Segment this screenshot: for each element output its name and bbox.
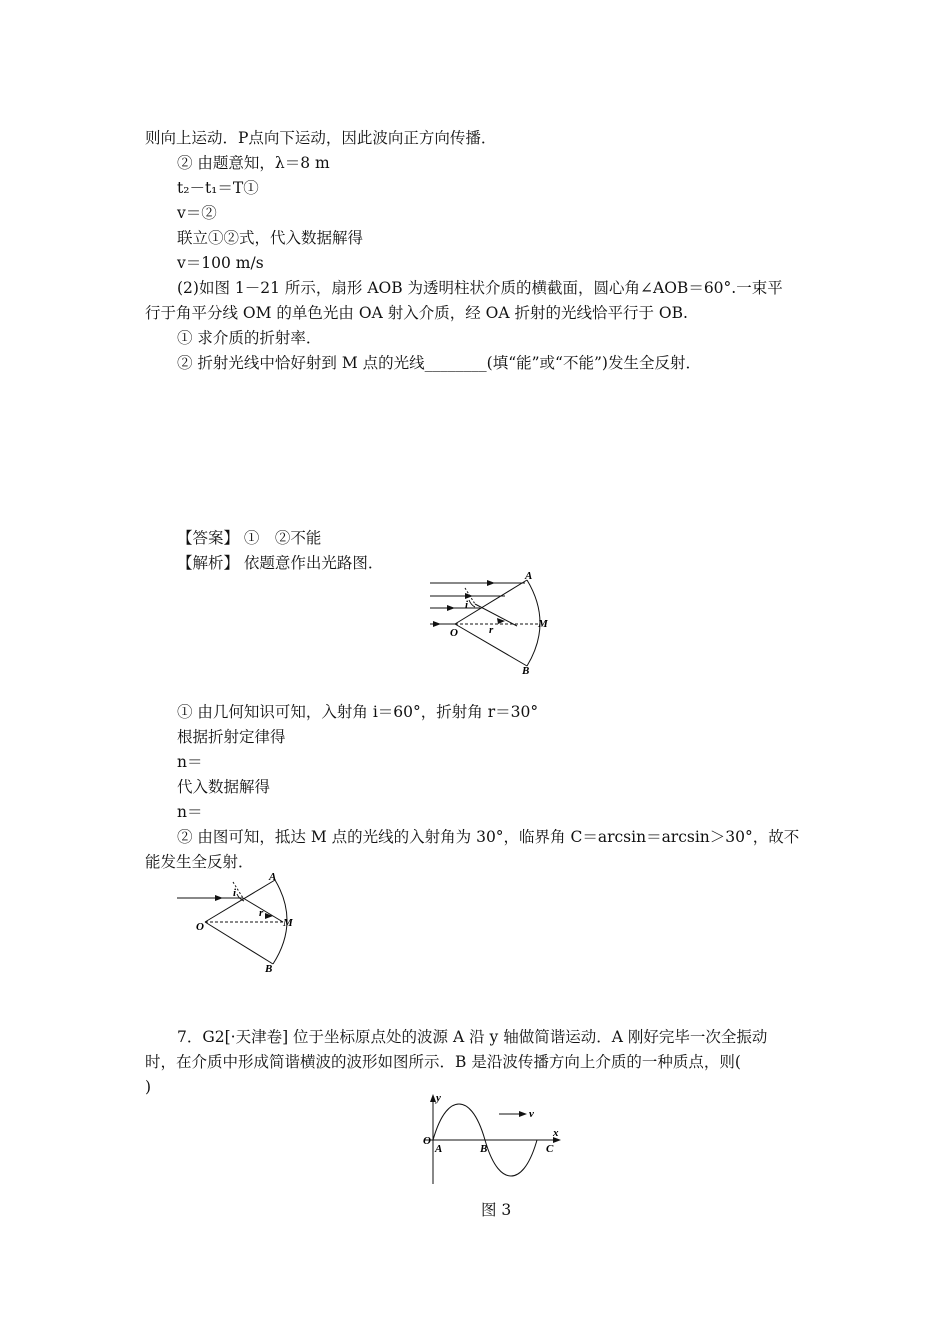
- text-line: ② 由图可知，抵达 M 点的光线的入射角为 30°，临界角 C＝arcsin＝arcsin＞30°，故不: [177, 828, 800, 846]
- text-line: ① 求介质的折射率．: [177, 329, 322, 347]
- text-line: 代入数据解得: [177, 778, 271, 796]
- label-a: A: [269, 871, 277, 883]
- question-line: 7．G2[·天津卷] 位于坐标原点处的波源 A 沿 y 轴做简谐运动．A 刚好完毕一次全振动: [177, 1028, 768, 1046]
- label-i: i: [465, 599, 469, 611]
- figure-caption: 图 3: [481, 1201, 512, 1219]
- analysis-line: 【解析】 依题意作出光路图．: [177, 554, 384, 572]
- text-line: 则向上运动．P点向下运动，因此波向正方向传播．: [145, 129, 497, 147]
- answer-line: 【答案】 ① ②不能: [177, 529, 322, 547]
- label-x: x: [553, 1127, 559, 1139]
- light-path-figure-2: [175, 870, 305, 976]
- text-line: 联立①②式，代入数据解得: [177, 229, 364, 247]
- text-line: n＝: [177, 803, 203, 821]
- label-b: B: [522, 665, 530, 676]
- label-o: O: [196, 921, 204, 933]
- label-o: O: [450, 627, 458, 639]
- label-b: B: [265, 963, 273, 975]
- text-line: ② 折射光线中恰好射到 M 点的光线________(填“能”或“不能”)发生全反射．: [177, 354, 701, 372]
- text-line: ① 由几何知识可知，入射角 i＝60°，折射角 r＝30°: [177, 703, 539, 721]
- text-line: (2)如图 1－21 所示，扇形 AOB 为透明柱状介质的横截面，圆心角∠AOB＝60°.一束平: [177, 279, 783, 297]
- label-m: M: [283, 917, 293, 929]
- question-line: ): [145, 1078, 152, 1096]
- label-r: r: [259, 907, 264, 919]
- label-c: C: [546, 1143, 554, 1155]
- text-line: v＝100 m/s: [177, 254, 264, 272]
- text-line: 能发生全反射．: [145, 853, 254, 871]
- label-m: M: [538, 618, 548, 630]
- label-i: i: [233, 887, 237, 899]
- label-a: A: [435, 1143, 443, 1155]
- label-y: y: [436, 1092, 441, 1104]
- text-line: n＝: [177, 753, 203, 771]
- text-line: ② 由题意知，λ＝8 m: [177, 154, 330, 172]
- text-line: t₂－t₁＝T①: [177, 179, 259, 197]
- text-line: 行于角平分线 OM 的单色光由 OA 射入介质，经 OA 折射的光线恰平行于 OB.: [145, 304, 688, 322]
- label-r: r: [489, 624, 494, 636]
- label-v: v: [529, 1108, 534, 1120]
- text-line: 根据折射定律得: [177, 728, 286, 746]
- text-line: v＝②: [177, 204, 217, 222]
- light-path-figure-1: [425, 570, 555, 676]
- label-a: A: [525, 570, 533, 582]
- wave-figure: [415, 1092, 565, 1186]
- label-b: B: [480, 1143, 488, 1155]
- question-line: 时，在介质中形成简谐横波的波形如图所示．B 是沿波传播方向上介质的一种质点，则(: [145, 1053, 741, 1071]
- label-o: O: [423, 1135, 431, 1147]
